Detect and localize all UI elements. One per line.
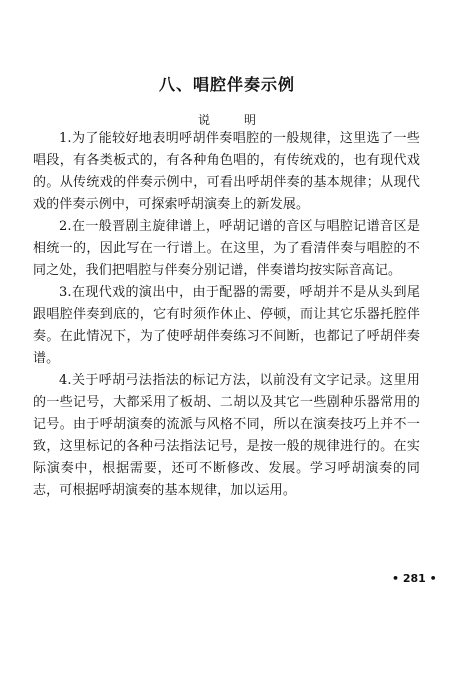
paragraph-4: 4.关于呼胡弓法指法的标记方法，以前没有文字记录。这里用的一些记号，大都采用了板胡、二胡以及其它一些剧种乐器常用的记号。由于呼胡演奏的流派与风格不同，所以在演奏技巧上并不一致，这里标记的各种弓法指法记号，是按一般的规律进行的。在实际演奏中，根据需要，还可不断修改、发展。学习呼胡演奏的同志，可根据呼胡演奏的基本规律，加以运用。 xyxy=(33,373,420,498)
paragraph-3: 3.在现代戏的演出中，由于配器的需要，呼胡并不是从头到尾跟唱腔伴奏到底的，它有时须作休止、停顿，而让其它乐器托腔伴奏。在此情况下，为了使呼胡伴奏练习不间断，也都记了呼胡伴奏谱。 xyxy=(33,285,420,366)
page-number: • 281 • xyxy=(392,572,437,585)
paragraph-2: 2.在一般晋剧主旋律谱上，呼胡记谱的音区与唱腔记谱音区是相统一的，因此写在一行谱上。在这里，为了看清伴奏与唱腔的不同之处，我们把唱腔与伴奏分别记谱，伴奏谱均按实际音高记。 xyxy=(33,219,420,278)
section-title: 八、唱腔伴奏示例 xyxy=(158,75,295,94)
section-subtitle: 说明 xyxy=(197,113,290,127)
body-text xyxy=(33,128,420,502)
paragraph-1: 1.为了能较好地表明呼胡伴奏唱腔的一般规律，这里选了一些唱段，有各类板式的，有各种角色唱的，有传统戏的，也有现代戏的。从传统戏的伴奏示例中，可看出呼胡伴奏的基本规律；从现代戏的伴奏示例中，可探索呼胡演奏上的新发展。 xyxy=(33,131,420,212)
